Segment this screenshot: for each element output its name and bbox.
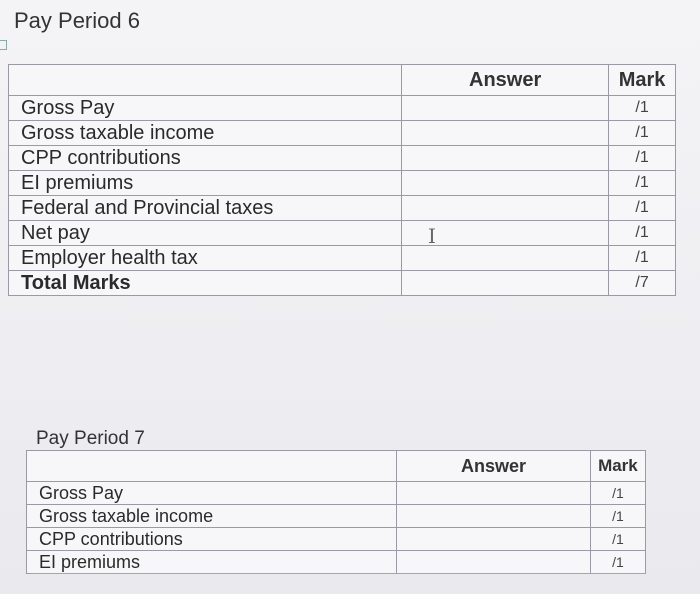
mark-cell-gross-taxable-income: /1 <box>609 121 676 146</box>
pay-period-7-table <box>26 450 646 574</box>
pay-period-6-table <box>8 64 676 296</box>
mark-cell-cpp-contributions: /1 <box>590 528 645 551</box>
mark-column-header: Mark <box>590 451 645 482</box>
mark-cell-gross-taxable-income: /1 <box>590 505 645 528</box>
row-label-employer-health-tax: Employer health tax <box>9 246 402 271</box>
row-label-gross-taxable-income: Gross taxable income <box>9 121 402 146</box>
mark-cell-cpp-contributions: /1 <box>609 146 676 171</box>
answer-cell-gross-taxable-income[interactable] <box>402 121 609 146</box>
text-cursor-icon: I <box>428 224 436 248</box>
row-label-total-marks: Total Marks <box>9 271 402 296</box>
mark-cell-employer-health-tax: /1 <box>609 246 676 271</box>
row-label-ei-premiums: EI premiums <box>9 171 402 196</box>
pay-period-7-title: Pay Period 7 <box>36 428 145 449</box>
answer-cell-ei-premiums[interactable] <box>397 551 591 574</box>
row-label-gross-taxable-income: Gross taxable income <box>27 505 397 528</box>
answer-column-header: Answer <box>397 451 591 482</box>
pay-period-6-title: Pay Period 6 <box>14 8 140 33</box>
mark-cell-gross-pay: /1 <box>609 96 676 121</box>
answer-cell-gross-pay[interactable] <box>402 96 609 121</box>
mark-cell-gross-pay: /1 <box>590 482 645 505</box>
row-label-federal-provincial-taxes: Federal and Provincial taxes <box>9 196 402 221</box>
row-label-gross-pay: Gross Pay <box>9 96 402 121</box>
answer-cell-cpp-contributions[interactable] <box>402 146 609 171</box>
mark-cell-net-pay: /1 <box>609 221 676 246</box>
answer-cell-cpp-contributions[interactable] <box>397 528 591 551</box>
answer-column-header: Answer <box>402 65 609 96</box>
table-header-blank <box>9 65 402 96</box>
answer-cell-federal-provincial-taxes[interactable] <box>402 196 609 221</box>
cropped-bottom-edge <box>30 572 650 594</box>
answer-cell-ei-premiums[interactable] <box>402 171 609 196</box>
mark-cell-federal-provincial-taxes: /1 <box>609 196 676 221</box>
row-label-net-pay: Net pay <box>9 221 402 246</box>
mark-cell-ei-premiums: /1 <box>609 171 676 196</box>
row-label-cpp-contributions: CPP contributions <box>27 528 397 551</box>
answer-cell-total-marks[interactable] <box>402 271 609 296</box>
answer-cell-gross-pay[interactable] <box>397 482 591 505</box>
row-label-gross-pay: Gross Pay <box>27 482 397 505</box>
row-label-ei-premiums: EI premiums <box>27 551 397 574</box>
row-selection-marker[interactable] <box>0 40 7 50</box>
answer-cell-gross-taxable-income[interactable] <box>397 505 591 528</box>
mark-cell-total-marks: /7 <box>609 271 676 296</box>
row-label-cpp-contributions: CPP contributions <box>9 146 402 171</box>
mark-column-header: Mark <box>609 65 676 96</box>
answer-cell-employer-health-tax[interactable] <box>402 246 609 271</box>
mark-cell-ei-premiums: /1 <box>590 551 645 574</box>
table-header-blank <box>27 451 397 482</box>
